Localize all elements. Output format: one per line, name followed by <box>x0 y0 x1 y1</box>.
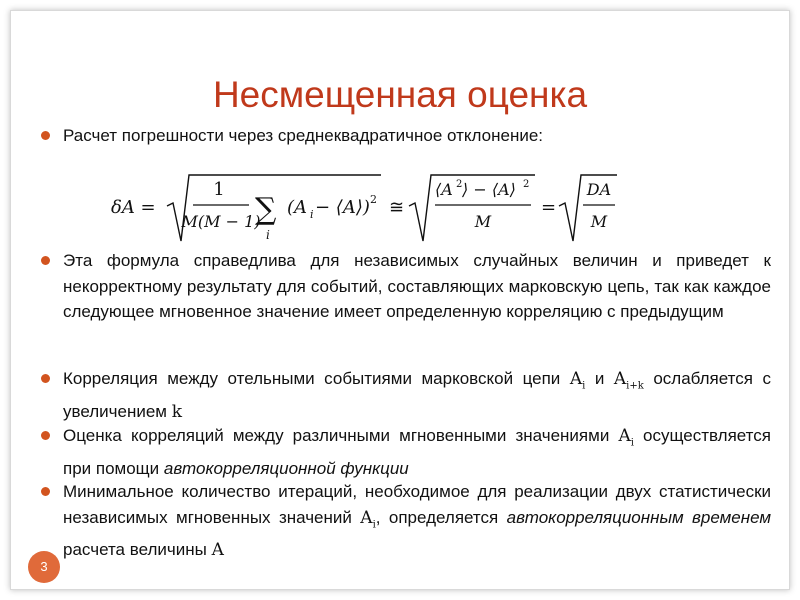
bullet-dot-icon <box>41 431 50 440</box>
formula-frac2-den: M <box>474 212 492 231</box>
bullet-item <box>41 423 771 481</box>
bullet-item <box>41 366 771 425</box>
formula-lhs: δA = <box>111 197 156 218</box>
formula-term-sub: i <box>310 208 314 221</box>
formula-eq: = <box>541 197 557 218</box>
formula-frac1-den: M(M − 1) <box>181 212 261 231</box>
bullet-dot-icon <box>41 256 50 265</box>
formula-approx: ≅ <box>389 197 405 218</box>
formula-sum: ∑ <box>255 192 277 227</box>
formula-sum-index: i <box>266 228 270 242</box>
bullet-text: Оценка корреляций между различными мгновенными значениями $A_i$ осуществляется при помощи автокорреляционной функции <box>63 426 771 478</box>
slide-title: Несмещенная оценка <box>212 74 588 115</box>
formula-term-rest: − ⟨A⟩) <box>315 197 370 218</box>
formula-frac3-den: M <box>590 212 608 231</box>
bullet-text: Минимальное количество итераций, необходимое для реализации двух статистически независимых мгновенных значений $A_i$, определяется автокорреляционным временем расчета величины A <box>63 482 771 561</box>
bullet-text: Расчет погрешности через среднеквадратичное отклонение: <box>63 126 544 145</box>
bullet-text: Эта формула справедлива для независимых случайных величин и приведет к некорректному результату для событий, составляющих марковскую цепь, так как каждое следующее мгновенное значение имеет определенную корреляцию с предыдущим <box>63 251 771 321</box>
formula-term-sup: 2 <box>370 193 377 206</box>
bullet-dot-icon <box>41 374 50 383</box>
formula-frac2-num-b: ⟩ − ⟨A⟩ <box>462 180 516 199</box>
formula-term: (A <box>287 197 308 218</box>
formula-frac2-num-a: ⟨A <box>435 180 453 199</box>
formula-frac2-num-a-sup: 2 <box>456 179 463 190</box>
page-number-badge: 3 <box>28 551 60 583</box>
bullet-item <box>41 123 771 149</box>
bullet-dot-icon <box>41 487 50 496</box>
bullet-dot-icon <box>41 131 50 140</box>
slide <box>10 10 790 590</box>
formula-frac1-num: 1 <box>213 179 225 200</box>
bullet-item <box>41 479 771 564</box>
bullet-text: Корреляция между отельными событиями марковской цепи $A_i$ и $A_{i+k}$ ослабляется с увеличением k <box>63 369 771 422</box>
error-formula <box>111 161 631 251</box>
bullet-item <box>41 248 771 325</box>
formula-frac2-num-b-sup: 2 <box>523 179 530 190</box>
formula-frac3-num: DA <box>586 180 612 199</box>
